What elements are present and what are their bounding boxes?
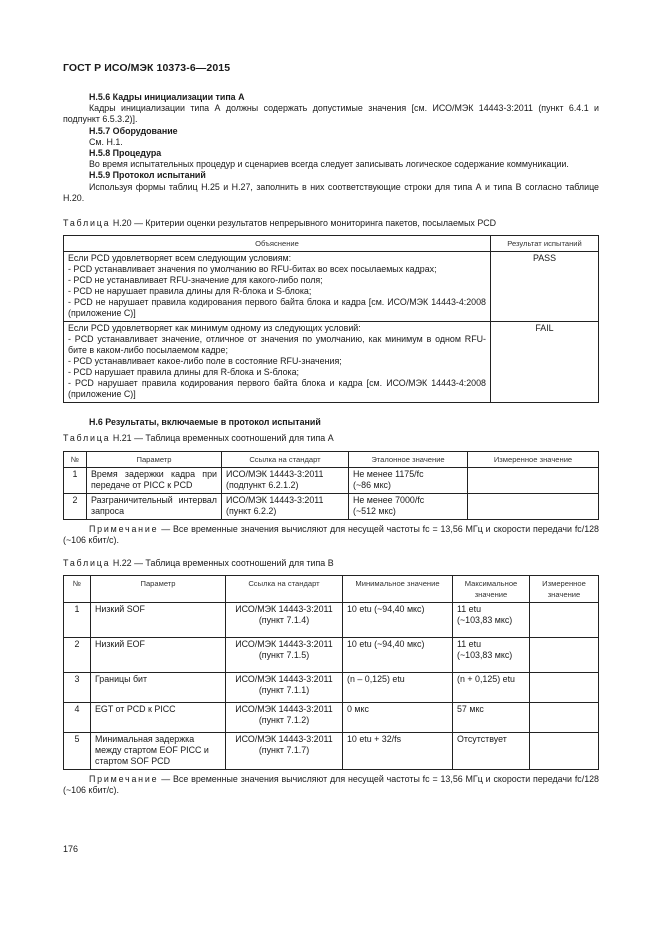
table-header-cell: Ссылка на стандарт [222, 451, 349, 467]
table-h20 [63, 235, 599, 403]
table-header-cell: Эталонное значение [349, 451, 468, 467]
table-cell: ИСО/МЭК 14443-3:2011 (пункт 7.1.5) [226, 638, 343, 673]
table-cell: Если PCD удовлетворяет как минимум одному из следующих условий: - PCD устанавливает значение, отличное от значения по умолчанию, как минимум в одном RFU-бите в каком-либо посылаемом кадре; - PCD устанавливает какое-либо поле в состояние RFU-значения; - PCD нарушает правила длины для R-блока и S-блока; - PCD нарушает правила кодирования первого байта блока и кадра [см. ИСО/МЭК 14443-4:2008 (приложение С)] [64, 322, 491, 403]
section-title-h58: H.5.8 Процедура [89, 148, 162, 159]
table-cell: Время задержки кадра при передаче от PICC к PCD [87, 467, 222, 493]
table-cell: 57 мкс [453, 703, 530, 733]
table-cell: 11 etu (~103,83 мкс) [453, 638, 530, 673]
table-cell: 10 etu + 32/fs [343, 733, 453, 770]
table-cell: PASS [491, 252, 599, 322]
table-cell: Низкий EOF [91, 638, 226, 673]
table-cell [530, 733, 599, 770]
table-cell: Низкий SOF [91, 603, 226, 638]
table-row [64, 493, 599, 519]
table-h22 [63, 575, 599, 770]
table-cell [468, 493, 599, 519]
table-row [64, 733, 599, 770]
table-cell: ИСО/МЭК 14443-3:2011 (пункт 7.1.2) [226, 703, 343, 733]
section-title-h56: H.5.6 Кадры инициализации типа А [89, 92, 245, 102]
table-cell: Границы бит [91, 673, 226, 703]
section-text-h59: Используя формы таблиц Н.25 и Н.27, заполнить в них соответствующие строки для типа А и типа В согласно таблице Н.20. [63, 181, 599, 203]
table-header-cell: Объяснение [64, 236, 491, 252]
table-cell: ИСО/МЭК 14443-3:2011 (подпункт 6.2.1.2) [222, 467, 349, 493]
table-cell: 1 [64, 603, 91, 638]
table-cell: Не менее 1175/fc (~86 мкс) [349, 467, 468, 493]
section-title-h6: H.6 Результаты, включаемые в протокол испытаний [89, 417, 321, 428]
table-cell: 3 [64, 673, 91, 703]
table-cell: Минимальная задержка между стартом EOF PICC и стартом SOF PCD [91, 733, 226, 770]
table-row [64, 703, 599, 733]
table-cell: 1 [64, 467, 87, 493]
table-cell: 0 мкс [343, 703, 453, 733]
section-text-h58: Во время испытательных процедур и сценариев всегда следует записывать логическое содержание коммуникации. [89, 159, 569, 170]
section-text-h57: См. H.1. [89, 136, 123, 147]
table-cell: Разграничительный интервал запроса [87, 493, 222, 519]
document-body [63, 92, 599, 797]
table-cell: 2 [64, 638, 91, 673]
table-note-h22: Примечание — Все временные значения вычисляют для несущей частоты fc = 13,56 МГц и скорости передачи fc/128 (~106 кбит/с). [63, 774, 599, 796]
section-title-h59: H.5.9 Протокол испытаний [89, 170, 206, 181]
table-cell: 4 [64, 703, 91, 733]
table-cell: FAIL [491, 322, 599, 403]
table-cell: EGT от PCD к PICC [91, 703, 226, 733]
table-row [64, 673, 599, 703]
table-note-h21: Примечание — Все временные значения вычисляют для несущей частоты fc = 13,56 МГц и скорости передачи fc/128 (~106 кбит/с). [63, 523, 599, 545]
table-header-cell: Максимальное значение [453, 576, 530, 603]
table-header-cell: Параметр [87, 451, 222, 467]
document-header: ГОСТ Р ИСО/МЭК 10373-6—2015 [63, 62, 231, 74]
table-caption-h21: Таблица H.21 — Таблица временных соотношений для типа А [63, 433, 334, 444]
table-header-cell: Минимальное значение [343, 576, 453, 603]
table-caption-h20: Таблица H.20 — Критерии оценки результатов непрерывного мониторинга пакетов, посылаемых PCD [63, 218, 497, 229]
page-number: 176 [63, 844, 79, 854]
table-header-cell: Параметр [91, 576, 226, 603]
table-cell: 2 [64, 493, 87, 519]
table-cell: ИСО/МЭК 14443-3:2011 (пункт 7.1.7) [226, 733, 343, 770]
table-row [64, 638, 599, 673]
table-row [64, 252, 599, 322]
table-cell: Отсутствует [453, 733, 530, 770]
table-cell: ИСО/МЭК 14443-3:2011 (пункт 6.2.2) [222, 493, 349, 519]
table-cell [530, 703, 599, 733]
table-row [64, 603, 599, 638]
table-row [64, 322, 599, 403]
section-title-h57: H.5.7 Оборудование [89, 125, 178, 136]
table-cell: 5 [64, 733, 91, 770]
table-cell: Не менее 7000/fc (~512 мкс) [349, 493, 468, 519]
table-cell [530, 638, 599, 673]
section-text-h56: Кадры инициализации типа А должны содержать допустимые значения [см. ИСО/МЭК 14443-3:2011 (пункт 6.4.1 и подпункт 6.5.3.2)]. [63, 103, 599, 125]
table-cell [468, 467, 599, 493]
table-cell [530, 673, 599, 703]
table-header-cell: Измеренное значение [530, 576, 599, 603]
table-header-cell: Ссылка на стандарт [226, 576, 343, 603]
table-header-cell: № [64, 576, 91, 603]
table-cell: Если PCD удовлетворяет всем следующим условиям: - PCD устанавливает значения по умолчанию во RFU-битах во всех посылаемых кадрах; - PCD не устанавливает RFU-значение для какого-либо поля; - PCD не нарушает правила длины для R-блока и S-блока; - PCD не нарушает правила кодирования первого байта блока и кадра [см. ИСО/МЭК 14443-4:2008 (приложение С)] [64, 252, 491, 322]
table-header-cell: Измеренное значение [468, 451, 599, 467]
table-cell: 11 etu (~103,83 мкс) [453, 603, 530, 638]
table-header-cell: № [64, 451, 87, 467]
table-caption-h22: Таблица H.22 — Таблица временных соотношений для типа В [63, 558, 334, 569]
table-header-cell: Результат испытаний [491, 236, 599, 252]
table-cell: 10 etu (~94,40 мкс) [343, 638, 453, 673]
table-row [64, 467, 599, 493]
table-cell [530, 603, 599, 638]
table-h21 [63, 451, 599, 520]
table-cell: (n + 0,125) etu [453, 673, 530, 703]
table-cell: (n – 0,125) etu [343, 673, 453, 703]
table-cell: 10 etu (~94,40 мкс) [343, 603, 453, 638]
table-cell: ИСО/МЭК 14443-3:2011 (пункт 7.1.4) [226, 603, 343, 638]
table-cell: ИСО/МЭК 14443-3:2011 (пункт 7.1.1) [226, 673, 343, 703]
